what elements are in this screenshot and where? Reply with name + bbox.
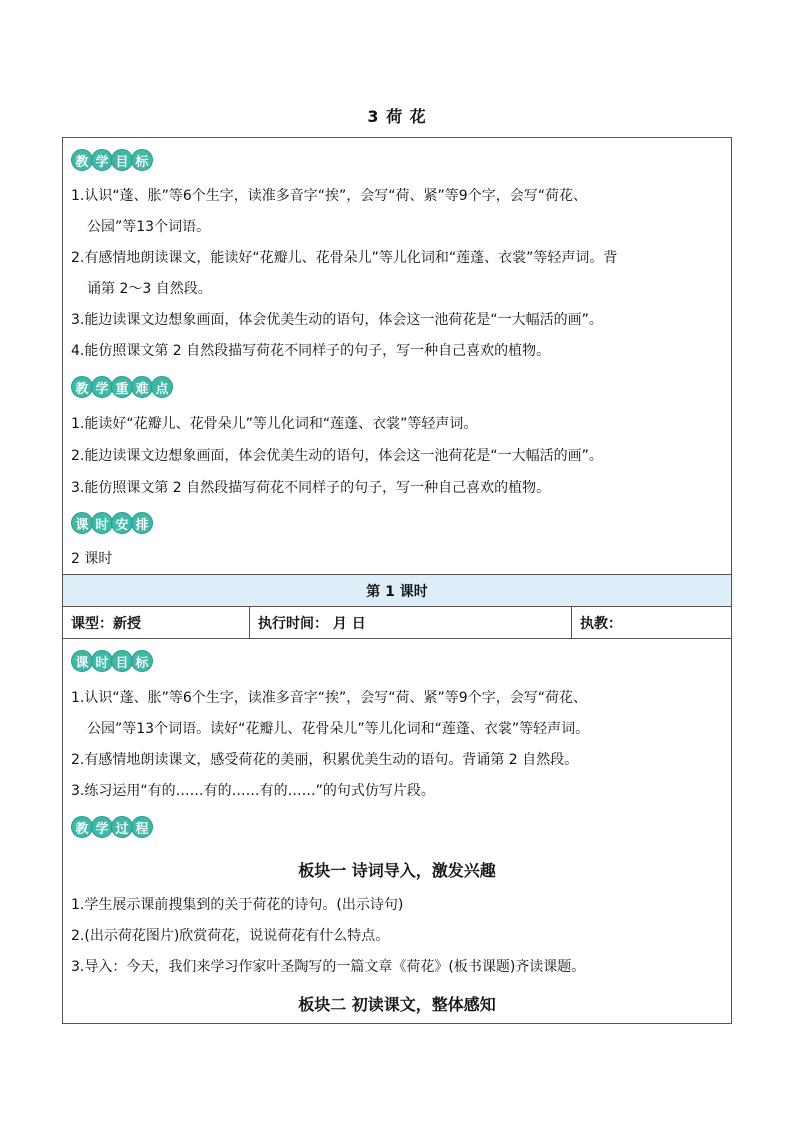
badge-char: 目 [111,650,133,672]
badge-char: 教 [71,816,93,838]
lesson-plan-table [62,137,732,1024]
badge-lesson-goals [71,649,151,673]
lesson-goal-line: 公园”等13个词语。读好“花瓣儿、花骨朵儿”等儿化词和“莲蓬、衣裳”等轻声词。 [87,721,590,737]
block-2-title: 板块二 初读课文，整体感知 [298,995,496,1014]
badge-teaching-goals [71,148,151,172]
badge-char: 难 [131,376,153,398]
badge-char: 标 [131,650,153,672]
keypoint-line: 2.能边读课文边想象画面，体会优美生动的语句，体会这一池荷花是“一大幅活的画”。 [71,448,603,464]
lesson-goal-line: 2.有感情地朗读课文，感受荷花的美丽，积累优美生动的语句。背诵第 2 自然段。 [71,752,579,768]
badge-char: 学 [91,376,113,398]
keypoint-line: 3.能仿照课文第 2 自然段描写荷花不同样子的句子，写一种自己喜欢的植物。 [71,480,551,496]
goal-line: 4.能仿照课文第 2 自然段描写荷花不同样子的句子，写一种自己喜欢的植物。 [71,343,551,359]
badge-teaching-process [71,815,151,839]
badge-char: 课 [71,650,93,672]
lesson-band: 第 1 课时 [63,575,731,606]
badge-char: 标 [131,149,153,171]
badge-char: 时 [91,650,113,672]
schedule-line: 2 课时 [71,551,113,567]
keypoint-line: 1.能读好“花瓣儿、花骨朵儿”等儿化词和“莲蓬、衣裳”等轻声词。 [71,416,478,432]
badge-key-points [71,375,171,399]
lesson-goal-line: 3.练习运用“有的……有的……有的……”的句式仿写片段。 [71,783,435,799]
lesson-goal-line: 1.认识“蓬、胀”等6个生字，读准多音字“挨”，会写“荷、紧”等9个字，会写“荷花、 [71,690,587,706]
process-line: 3.导入：今天，我们来学习作家叶圣陶写的一篇文章《荷花》(板书课题)齐读课题。 [71,959,586,975]
badge-char: 点 [151,376,173,398]
badge-char: 目 [111,149,133,171]
block-1-title: 板块一 诗词导入，激发兴趣 [298,861,496,880]
divider [63,638,731,639]
teacher: 执教： [580,615,622,632]
process-line: 1.学生展示课前搜集到的关于荷花的诗句。(出示诗句) [71,897,404,913]
badge-char: 排 [131,512,153,534]
page-title: 3 荷 花 [367,107,427,126]
process-line: 2.(出示荷花图片)欣赏荷花，说说荷花有什么特点。 [71,928,390,944]
lesson-type: 课型：新授 [63,607,250,638]
badge-schedule [71,511,151,535]
badge-char: 过 [111,816,133,838]
goal-line: 诵第 2～3 自然段。 [87,281,212,297]
info-row [63,607,731,638]
goal-line: 1.认识“蓬、胀”等6个生字，读准多音字“挨”，会写“荷、紧”等9个字，会写“荷花、 [71,188,587,204]
execution-time: 执行时间： 月 日 [250,607,572,638]
goal-line: 3.能边读课文边想象画面，体会优美生动的语句，体会这一池荷花是“一大幅活的画”。 [71,312,603,328]
badge-char: 课 [71,512,93,534]
badge-char: 安 [111,512,133,534]
badge-char: 学 [91,149,113,171]
badge-char: 教 [71,149,93,171]
goal-line: 公园”等13个词语。 [87,219,211,235]
badge-char: 程 [131,816,153,838]
badge-char: 重 [111,376,133,398]
badge-char: 学 [91,816,113,838]
badge-char: 教 [71,376,93,398]
goal-line: 2.有感情地朗读课文，能读好“花瓣儿、花骨朵儿”等儿化词和“莲蓬、衣裳”等轻声词。背 [71,250,618,266]
badge-char: 时 [91,512,113,534]
